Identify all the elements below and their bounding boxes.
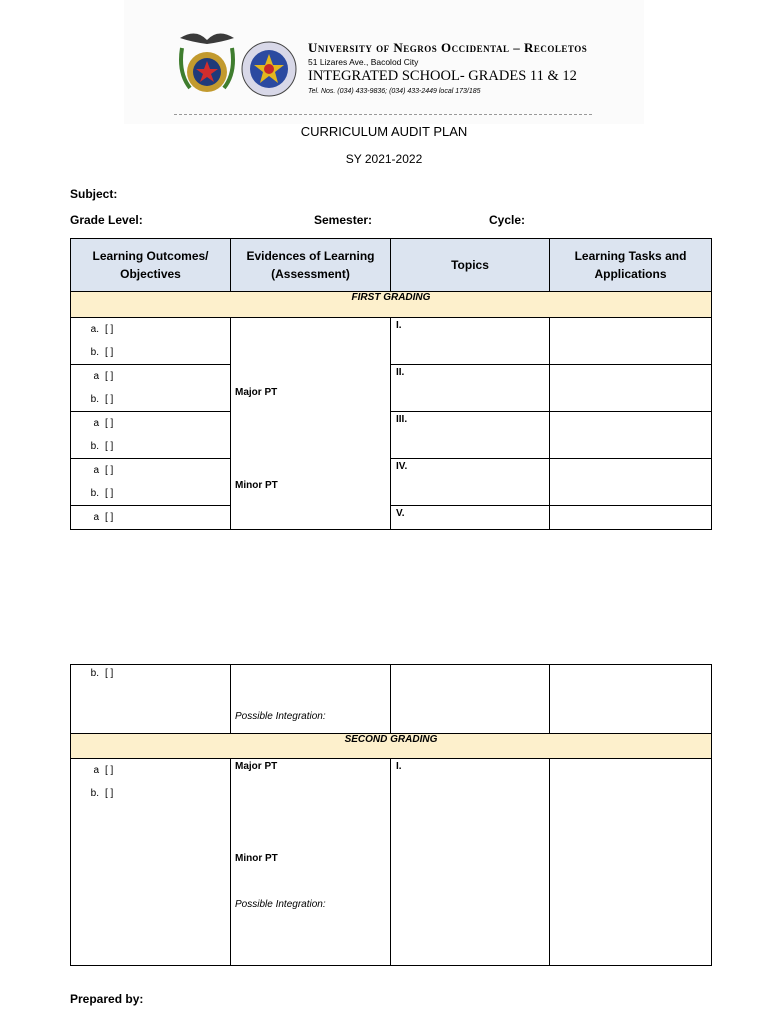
major-pt-label: Major PT <box>235 761 278 772</box>
major-pt-label: Major PT <box>235 387 278 398</box>
possible-integration-label: Possible Integration: <box>235 899 326 910</box>
objective-cell: a [ ] b. [ ] <box>71 759 231 966</box>
objective-cell: a [ ] b. [ ] <box>71 365 231 412</box>
topic-cell: I. <box>391 759 550 966</box>
header-evidences: Evidences of Learning (Assessment) <box>231 239 391 292</box>
grade-level-label: Grade Level: <box>70 213 143 227</box>
topic-cell <box>391 665 550 734</box>
evidence-cell <box>231 318 391 530</box>
semester-label: Semester: <box>314 213 373 227</box>
task-cell <box>550 759 712 966</box>
task-cell <box>550 318 712 365</box>
topic-cell: V. <box>391 506 550 530</box>
task-cell <box>550 459 712 506</box>
minor-pt-label: Minor PT <box>235 853 278 864</box>
audit-table-continued <box>70 664 712 966</box>
possible-integration-label: Possible Integration: <box>235 711 326 722</box>
header-divider <box>174 114 592 115</box>
university-address: 51 Lizares Ave., Bacolod City <box>308 57 419 67</box>
document-title: CURRICULUM AUDIT PLAN <box>300 124 468 139</box>
task-cell <box>550 665 712 734</box>
telephone-numbers: Tel. Nos. (034) 433-9836; (034) 433-2449 local 173/185 <box>308 88 481 95</box>
topic-cell: I. <box>391 318 550 365</box>
evidence-cell <box>231 759 391 966</box>
school-seal-icon <box>240 40 298 98</box>
prepared-by-label: Prepared by: <box>70 992 144 1006</box>
school-name: INTEGRATED SCHOOL- GRADES 11 & 12 <box>308 68 577 84</box>
second-grading-banner: SECOND GRADING <box>71 734 712 759</box>
university-seal-icon <box>176 28 238 98</box>
evidence-cell <box>231 665 391 734</box>
minor-pt-label: Minor PT <box>235 480 278 491</box>
task-cell <box>550 506 712 530</box>
header-topics: Topics <box>391 239 550 292</box>
header-learning-outcomes: Learning Outcomes/ Objectives <box>71 239 231 292</box>
objective-cell: a [ ] b. [ ] <box>71 412 231 459</box>
objective-cell: a. [ ] b. [ ] <box>71 318 231 365</box>
objective-cell: a [ ] <box>71 506 231 530</box>
task-cell <box>550 365 712 412</box>
header-learning-tasks: Learning Tasks and Applications <box>550 239 712 292</box>
audit-table-first <box>70 238 712 530</box>
objective-cell: b. [ ] <box>71 665 231 734</box>
topic-cell: III. <box>391 412 550 459</box>
subject-label: Subject: <box>70 187 118 201</box>
first-grading-banner: FIRST GRADING <box>71 292 712 318</box>
task-cell <box>550 412 712 459</box>
cycle-label: Cycle: <box>489 213 526 227</box>
topic-cell: II. <box>391 365 550 412</box>
objective-cell: a [ ] b. [ ] <box>71 459 231 506</box>
university-name: University of Negros Occidental – Recoletos <box>308 40 588 55</box>
school-year: SY 2021-2022 <box>345 152 423 166</box>
topic-cell: IV. <box>391 459 550 506</box>
